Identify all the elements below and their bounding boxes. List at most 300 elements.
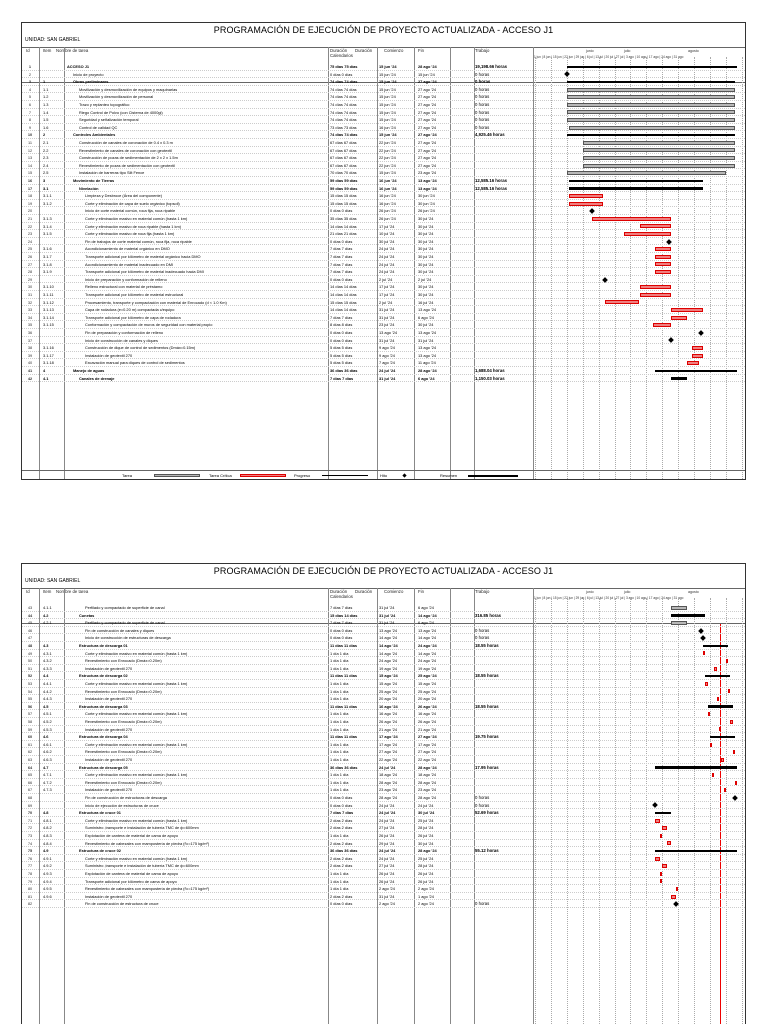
task-duration: 14 días 14 días [330,292,357,297]
task-bar[interactable] [728,689,730,693]
milestone-marker [673,901,679,907]
legend-tarea: Tarea [122,473,133,478]
table-row[interactable] [22,306,745,314]
table-row[interactable] [22,840,745,848]
task-bar[interactable] [655,255,671,259]
summary-bar[interactable] [708,705,733,708]
task-name: Nivelación [79,185,99,191]
task-end: 28 ago '24 [418,848,437,854]
summary-bar[interactable] [567,81,735,84]
row-item: 1.3 [43,102,49,107]
table-row[interactable] [22,215,745,223]
task-duration: 14 días 14 días [330,307,357,313]
task-name: Revestimiento con Enrocado (Dmáx=0.20m) [85,719,162,724]
row-item: 4.4.2 [43,688,52,694]
task-end: 11 ago '24 [418,360,436,366]
summary-bar[interactable] [710,736,735,739]
task-end: 6 ago '24 [418,375,435,381]
task-start: 24 jul '24 [379,368,396,373]
header-duration: Duración [355,48,373,53]
task-name: Inicio de ejecución de estructuras de cruce [85,802,159,808]
row-item: 4.9.5 [43,886,52,892]
table-row[interactable] [22,733,745,741]
table-row[interactable] [22,86,745,94]
table-row[interactable] [22,756,745,764]
task-name: Revestimiento de pozas de sedimentación con geotextil [79,162,176,168]
table-row[interactable] [22,802,745,810]
row-item: 4.8 [43,810,49,816]
task-start: 31 jul '24 [379,375,396,381]
month-label-junio: junio [586,49,594,53]
table-row[interactable] [22,200,745,208]
row-id: 64 [27,764,33,770]
task-duration: 75 días 75 días [330,64,358,69]
table-row[interactable] [22,688,745,696]
task-work: 0 horas [475,71,490,77]
row-id: 68 [27,795,33,800]
task-bar[interactable] [640,224,672,228]
task-bar[interactable] [708,712,710,716]
row-item: 4.7 [43,764,49,770]
schedule-page-1 [21,22,746,480]
table-row[interactable] [22,253,745,261]
task-bar[interactable] [717,697,719,701]
task-bar[interactable] [567,171,726,175]
task-end: 27 ago '24 [418,162,437,168]
table-row[interactable] [22,337,745,345]
table-row[interactable] [22,703,745,711]
task-name: Movilización y desmovilización de equipos y maquinarias [79,86,178,92]
task-end: 27 ago '24 [418,140,437,145]
table-row[interactable] [22,817,745,825]
header-duration: Duración [355,589,373,594]
task-duration: 67 días 67 días [330,162,357,168]
task-bar[interactable] [671,308,703,312]
table-row[interactable] [22,847,745,855]
task-duration: 1 día 1 día [330,749,349,755]
table-row[interactable] [22,718,745,726]
task-name: Movilización y desmovilización de personal [79,94,154,100]
row-id: 54 [27,688,33,694]
task-bar[interactable] [583,148,735,152]
task-end: 14 ago '24 [418,650,437,656]
table-row[interactable] [22,162,745,170]
task-name: Acondicionamiento de material orgánico en DMO [85,246,170,252]
table-row[interactable] [22,794,745,802]
task-bar[interactable] [660,834,662,838]
task-bar[interactable] [567,118,735,122]
table-row[interactable] [22,748,745,756]
table-row[interactable] [22,268,745,276]
table-row[interactable] [22,771,745,779]
task-duration: 1 día 1 día [330,658,349,664]
table-row[interactable] [22,154,745,162]
task-end: 23 ago '24 [418,170,437,176]
task-name: Conformación y compactación de muros de seguridad con material propio [85,322,213,328]
task-bar[interactable] [569,194,603,198]
row-item: 4.6.3 [43,757,52,762]
task-start: 23 jul '24 [379,322,395,328]
table-row[interactable] [22,642,745,650]
page-title: PROGRAMACIÓN DE EJECUCIÓN DE PROYECTO ACTUALIZADA - ACCESO J1 [213,25,554,35]
table-row[interactable] [22,695,745,703]
row-id: 33 [27,307,33,313]
task-name: Corte y eliminación masivo en material común (hasta 1 km) [85,681,188,686]
table-row[interactable] [22,352,745,360]
table-row[interactable] [22,177,745,185]
table-row[interactable] [22,238,745,246]
table-row[interactable] [22,809,745,817]
row-id: 77 [27,863,33,869]
task-name: Capa de rodadura (e=0.20 m) compactada c/equipo [85,307,175,313]
task-end: 30 jun '24 [418,193,435,199]
task-end: 25 ago '24 [418,688,437,694]
task-bar[interactable] [655,270,671,274]
task-name: Construcción de canales de coronación de 0.4 x 0.3 m [79,140,173,145]
task-name: Corte y eliminación masivo en material común (hasta 1 km) [85,817,188,823]
legend-progreso-swatch [322,475,368,476]
task-bar[interactable] [660,879,662,883]
task-start: 24 jul '24 [379,810,396,816]
table-row[interactable] [22,101,745,109]
summary-bar[interactable] [567,134,735,137]
summary-bar[interactable] [567,66,737,69]
task-start: 26 jul '24 [379,878,395,884]
summary-bar[interactable] [671,614,705,617]
task-duration: 11 días 11 días [330,734,358,740]
summary-bar[interactable] [705,675,730,678]
table-row[interactable] [22,900,745,908]
task-name: Seguridad y señalización temporal [79,117,139,123]
table-row[interactable] [22,650,745,658]
table-row[interactable] [22,139,745,147]
row-item: 4.3.2 [43,658,52,664]
table-row[interactable] [22,261,745,269]
task-duration: 1 día 1 día [330,871,349,876]
task-start: 17 jul '24 [379,223,395,229]
row-id: 70 [27,810,33,816]
table-row[interactable] [22,230,745,238]
table-row[interactable] [22,672,745,680]
task-start: 17 ago '24 [379,741,398,747]
task-bar[interactable] [583,164,735,168]
table-row[interactable] [22,359,745,367]
task-bar[interactable] [667,841,672,845]
task-end: 6 ago '24 [418,314,434,320]
task-bar[interactable] [567,95,735,99]
summary-bar[interactable] [655,370,737,373]
table-row[interactable] [22,627,745,635]
row-id: 63 [27,757,33,762]
table-row[interactable] [22,192,745,200]
task-end: 27 ago '24 [418,155,437,161]
task-bar[interactable] [583,141,735,145]
task-bar[interactable] [692,346,703,350]
task-work: 4,925.46 horas [475,132,505,138]
task-bar[interactable] [719,727,721,731]
table-row[interactable] [22,764,745,772]
task-end: 22 ago '24 [418,757,437,762]
task-duration: 1 día 1 día [330,650,349,656]
task-bar[interactable] [687,361,698,365]
table-row[interactable] [22,726,745,734]
table-row[interactable] [22,283,745,291]
legend-hito-swatch [402,473,406,477]
task-duration: 1 día 1 día [330,741,349,747]
milestone-marker [700,635,706,641]
row-id: 39 [27,352,33,358]
row-id: 55 [27,696,33,702]
task-bar[interactable] [569,202,603,206]
task-bar[interactable] [567,88,735,92]
task-bar[interactable] [712,773,714,777]
row-id: 31 [27,292,33,297]
task-duration: 1 día 1 día [330,681,349,686]
task-bar[interactable] [721,758,723,762]
task-end: 30 jul '24 [418,810,435,816]
task-bar[interactable] [710,743,712,747]
task-name: Excavación manual para diques de control de sedimentos [85,360,185,366]
milestone-marker [564,72,570,78]
task-bar[interactable] [655,819,660,823]
task-duration: 2 días 2 días [330,825,353,831]
task-duration: 74 días 74 días [330,109,357,115]
task-start: 15 jun '24 [379,94,396,100]
task-bar[interactable] [724,788,726,792]
task-bar[interactable] [705,682,707,686]
row-item: 3.1.7 [43,254,52,259]
task-bar[interactable] [653,323,671,327]
task-duration: 2 días 2 días [330,855,353,861]
task-duration: 2 días 2 días [330,893,353,899]
task-end: 26 ago '24 [418,719,437,724]
task-duration: 0 días 0 días [330,627,353,633]
table-row[interactable] [22,893,745,901]
table-row[interactable] [22,185,745,193]
task-start: 17 jul '24 [379,284,395,290]
table-row[interactable] [22,124,745,132]
task-bar[interactable] [624,232,672,236]
task-bar[interactable] [605,300,639,304]
task-bar[interactable] [640,293,672,297]
task-start: 21 ago '24 [379,726,398,732]
table-row[interactable] [22,71,745,79]
row-id: 16 [27,178,33,183]
row-item: 3.1.16 [43,345,54,351]
task-bar[interactable] [567,103,735,107]
task-start: 15 jun '24 [379,79,397,85]
table-row[interactable] [22,786,745,794]
table-row[interactable] [22,855,745,863]
task-bar[interactable] [714,667,716,671]
table-row[interactable] [22,832,745,840]
summary-bar[interactable] [703,645,728,648]
task-bar[interactable] [676,887,678,891]
row-item: 4.5.2 [43,719,52,724]
table-row[interactable] [22,604,745,612]
table-row[interactable] [22,116,745,124]
task-duration: 1 día 1 día [330,757,349,762]
row-item: 4.9.4 [43,878,52,884]
task-end: 26 jul '24 [418,878,434,884]
table-row[interactable] [22,741,745,749]
task-start: 2 jul '24 [379,276,393,282]
task-duration: 7 días 7 días [330,314,353,320]
task-duration: 15 días 14 días [330,612,358,618]
task-bar[interactable] [735,781,737,785]
table-row[interactable] [22,680,745,688]
summary-bar[interactable] [671,377,687,380]
task-end: 13 ago '24 [418,330,437,335]
task-end: 28 jul '24 [418,825,434,831]
task-bar[interactable] [655,247,671,251]
table-row[interactable] [22,245,745,253]
row-item: 4.5.3 [43,726,52,732]
row-id: 9 [28,124,32,130]
task-work: 0 horas [475,94,490,100]
task-start: 18 ago '24 [379,772,398,778]
row-id: 72 [27,825,33,831]
task-bar[interactable] [662,826,667,830]
row-item: 4.8.2 [43,825,52,831]
task-duration: 5 días 5 días [330,352,353,358]
table-row[interactable] [22,710,745,718]
task-duration: 7 días 7 días [330,605,353,610]
header-start: Comienzo [384,589,404,594]
table-row[interactable] [22,878,745,886]
table-row[interactable] [22,63,745,71]
task-start: 10 jul '24 [379,231,395,237]
task-duration: 15 días 15 días [330,200,357,206]
milestone-marker [698,330,704,336]
task-end: 26 jun '24 [418,208,435,214]
task-name: Corte y eliminación masivo en material común (hasta 1 km) [85,216,188,221]
task-start: 2 ago '24 [379,886,395,892]
table-row[interactable] [22,779,745,787]
summary-bar[interactable] [655,812,671,815]
summary-bar[interactable] [655,850,737,853]
table-row[interactable] [22,78,745,86]
table-row[interactable] [22,344,745,352]
task-bar[interactable] [655,857,660,861]
row-item: 4.9.2 [43,863,52,869]
task-name: Fin de construcción de estructuras de descarga [85,795,167,800]
task-bar[interactable] [733,750,735,754]
table-row[interactable] [22,619,745,627]
task-bar[interactable] [655,262,671,266]
task-end: 24 ago '24 [418,658,437,664]
header-name: Nombre de tarea [56,48,89,53]
task-bar[interactable] [671,621,687,625]
task-end: 25 jul '24 [418,817,434,823]
row-id: 52 [27,673,33,679]
task-bar[interactable] [703,651,705,655]
task-start: 15 jun '24 [379,117,396,123]
task-bar[interactable] [567,110,735,114]
task-bar[interactable] [569,126,735,130]
row-item: 4.8.3 [43,833,52,838]
task-end: 25 jul '24 [418,855,434,861]
table-row[interactable] [22,291,745,299]
header-name: Nombre de tarea [56,589,89,594]
task-bar[interactable] [726,659,728,663]
task-end: 30 jul '24 [418,231,434,237]
table-row[interactable] [22,329,745,337]
task-bar[interactable] [662,864,667,868]
table-row[interactable] [22,299,745,307]
table-row[interactable] [22,131,745,139]
task-bar[interactable] [671,606,687,610]
table-row[interactable] [22,109,745,117]
task-bar[interactable] [640,285,672,289]
table-row[interactable] [22,321,745,329]
task-bar[interactable] [592,217,672,221]
task-bar[interactable] [692,354,703,358]
table-row[interactable] [22,870,745,878]
legend-progreso: Progreso [294,473,311,478]
task-duration: 0 días 0 días [330,802,353,808]
row-item: 3.1.3 [43,216,52,221]
table-row[interactable] [22,169,745,177]
task-duration: 0 días 0 días [330,276,353,282]
row-id: 13 [27,155,33,161]
task-start: 27 ago '24 [379,749,398,755]
task-name: Suministro ,transporte e instalación de tubería TMC de ф=600mm [85,863,199,869]
task-end: 27 ago '24 [418,147,437,153]
row-id: 4 [28,86,32,92]
summary-bar[interactable] [655,766,737,769]
legend-hito: Hito [380,473,388,478]
task-bar[interactable] [671,895,676,899]
task-duration: 0 días 0 días [330,901,353,907]
table-row[interactable] [22,634,745,642]
row-id: 46 [27,627,33,633]
row-id: 56 [27,703,33,709]
task-work: 0 horas [475,79,491,85]
table-row[interactable] [22,93,745,101]
table-row[interactable] [22,375,745,383]
task-bar[interactable] [671,316,687,320]
row-item: 4.9.3 [43,871,52,876]
task-name: Revestimiento con Enrocado (Dmáx=0.20m) [85,749,162,755]
table-row[interactable] [22,612,745,620]
task-start: 31 jul '24 [379,314,395,320]
table-row[interactable] [22,885,745,893]
row-id: 76 [27,855,33,861]
row-item: 3.1.11 [43,292,54,297]
table-row[interactable] [22,665,745,673]
table-row[interactable] [22,367,745,375]
task-bar[interactable] [583,156,735,160]
table-row[interactable] [22,147,745,155]
task-name: Manejo de aguas [73,368,105,373]
table-row[interactable] [22,207,745,215]
table-row[interactable] [22,862,745,870]
month-label-agosto: agosto [688,590,699,594]
task-bar[interactable] [660,872,662,876]
table-row[interactable] [22,314,745,322]
summary-bar[interactable] [569,187,703,190]
task-duration: 1 día 1 día [330,719,349,724]
task-end: 1 ago '24 [418,893,434,899]
table-row[interactable] [22,223,745,231]
summary-bar[interactable] [569,180,703,183]
table-row[interactable] [22,657,745,665]
task-work: 0 horas [475,795,490,800]
table-row[interactable] [22,824,745,832]
task-bar[interactable] [730,720,732,724]
table-row[interactable] [22,276,745,284]
